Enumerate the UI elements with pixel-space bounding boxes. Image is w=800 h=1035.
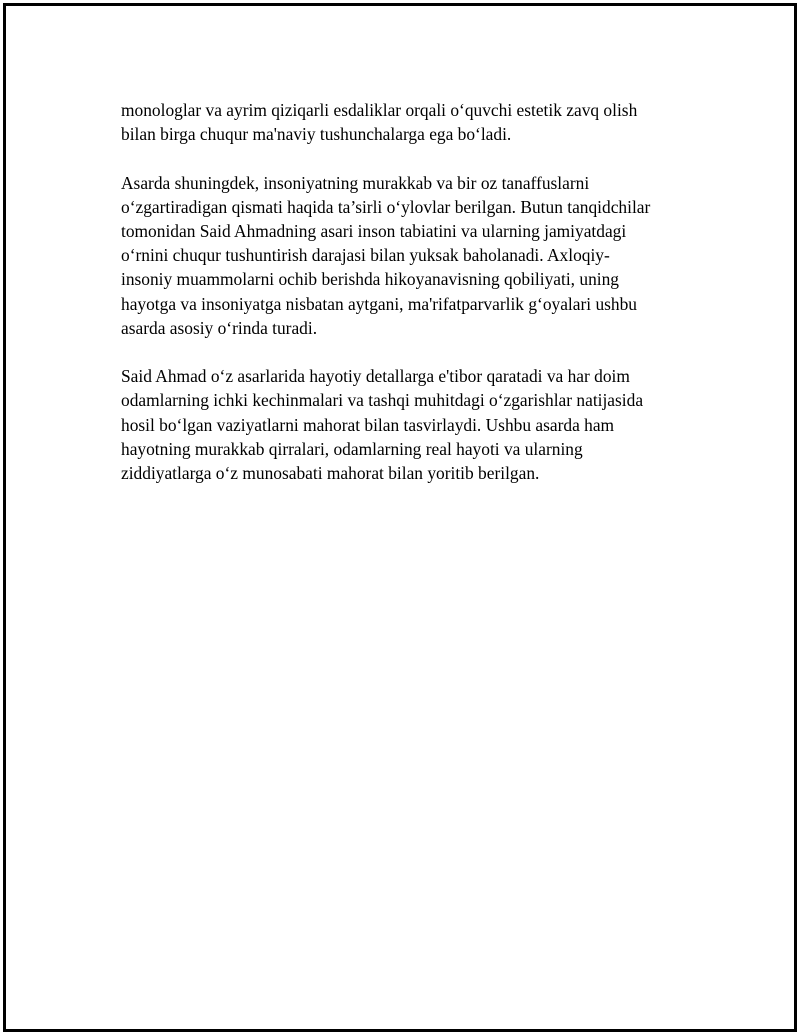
paragraph-2: Asarda shuningdek, insoniyatning murakkab va bir oz tanaffuslarni o‘zgartiradigan qismati haqida ta’sirli o‘ylovlar berilgan. Butun tanqidchilar tomonidan Said Ahmadning asari inson tabiatini va ularning jamiyatdagi o‘rnini chuqur tushuntirish darajasi bilan yuksak baholanadi. Axloqiy- insoniy muammolarni ochib berishda hikoyanavisning qobiliyati, uning hayotga va insoniyatga nisbatan aytgani, ma'rifatparvarlik g‘oyalari ushbu asarda asosiy o‘rinda turadi. bbox=[121, 172, 651, 338]
paragraph-3: Said Ahmad o‘z asarlarida hayotiy detallarga e'tibor qaratadi va har doim odamlarning ichki kechinmalari va tashqi muhitdagi o‘zgarishlar natijasida hosil bo‘lgan vaziyatlarni mahorat bilan tasvirlaydi. Ushbu asarda ham hayotning murakkab qirralari, odamlarning real hayoti va ularning ziddiyatlarga o‘z munosabati mahorat bilan yoritib berilgan. bbox=[121, 366, 644, 484]
paragraph-1: monologlar va ayrim qiziqarli esdaliklar orqali o‘quvchi estetik zavq olish bilan birga chuqur ma'naviy tushunchalarga ega bo‘ladi. bbox=[121, 100, 638, 145]
document-body bbox=[121, 98, 701, 509]
page-frame bbox=[3, 3, 797, 1032]
